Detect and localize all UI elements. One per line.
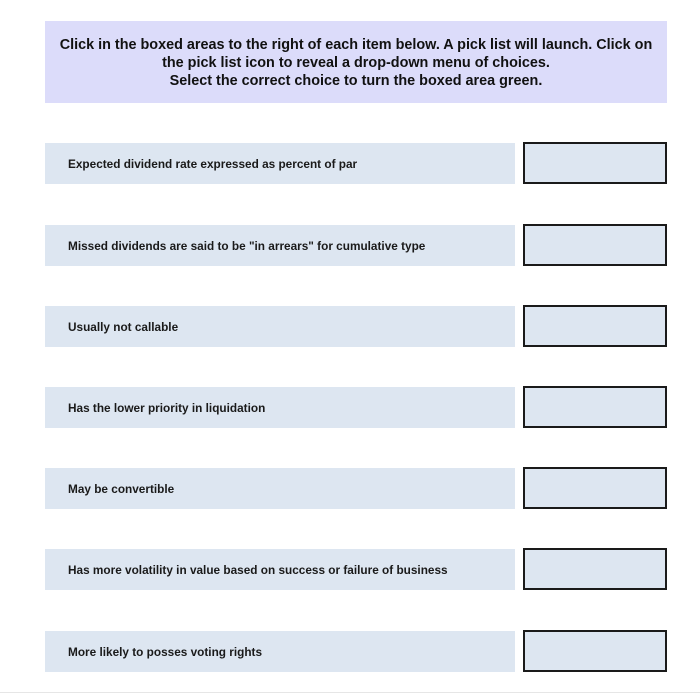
page-divider <box>0 692 700 693</box>
item-label-1: Expected dividend rate expressed as percent of par <box>45 143 515 184</box>
answer-box-4[interactable] <box>523 386 667 428</box>
answer-box-6[interactable] <box>523 548 667 590</box>
item-label-5: May be convertible <box>45 468 515 509</box>
item-label-4: Has the lower priority in liquidation <box>45 387 515 428</box>
answer-box-2[interactable] <box>523 224 667 266</box>
item-label-2: Missed dividends are said to be "in arrears" for cumulative type <box>45 225 515 266</box>
instructions-panel <box>45 21 667 103</box>
instructions-line-2: the pick list icon to reveal a drop-down menu of choices. <box>162 55 550 71</box>
item-label-3: Usually not callable <box>45 306 515 347</box>
answer-box-5[interactable] <box>523 467 667 509</box>
instructions-line-1: Click in the boxed areas to the right of each item below. A pick list will launch. Click on <box>59 37 653 53</box>
answer-box-1[interactable] <box>523 142 667 184</box>
instructions-line-3: Select the correct choice to turn the boxed area green. <box>169 73 543 89</box>
answer-box-7[interactable] <box>523 630 667 672</box>
item-label-6: Has more volatility in value based on success or failure of business <box>45 549 515 590</box>
answer-box-3[interactable] <box>523 305 667 347</box>
item-label-7: More likely to posses voting rights <box>45 631 515 672</box>
